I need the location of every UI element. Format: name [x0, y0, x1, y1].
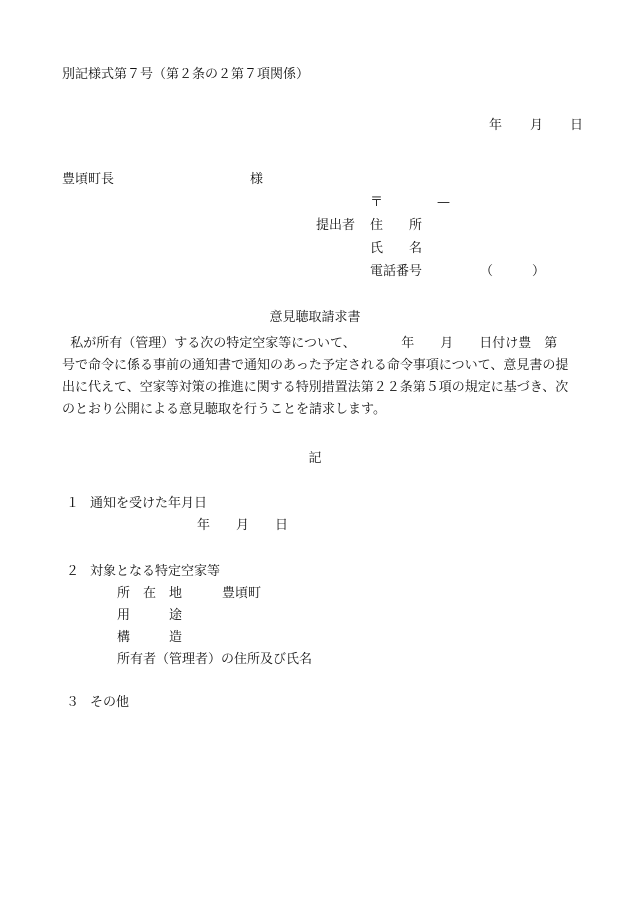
- addressee-honorific: 様: [250, 172, 264, 187]
- form-reference: 別記様式第７号（第２条の２第７項関係）: [62, 67, 310, 82]
- phone-paren: （ ）: [480, 264, 546, 279]
- document-title: 意見聴取請求書: [269, 310, 361, 325]
- body-text-1: 私が所有（管理）する次の特定空家等について、 年 月 日付け豊 第: [70, 336, 558, 351]
- item2-label: 対象となる特定空家等: [90, 564, 221, 579]
- structure-label: 構 造: [117, 630, 183, 645]
- item2-number: ２: [66, 564, 80, 579]
- location-label: 所 在 地: [117, 586, 183, 601]
- postal-dash: —: [437, 195, 450, 210]
- item1-number: １: [66, 496, 80, 511]
- date-month-label: 月: [530, 118, 544, 133]
- body-line-1: [62, 333, 557, 355]
- body-line-4: のとおり公開による意見聴取を行うことを請求します。: [62, 402, 386, 417]
- owner-label: 所有者（管理者）の住所及び氏名: [117, 652, 313, 667]
- date-year-label: 年: [489, 118, 503, 133]
- phone-label: 電話番号: [370, 264, 423, 279]
- use-label: 用 途: [117, 608, 183, 623]
- ki-heading: 記: [308, 451, 322, 466]
- address-label: 住 所: [370, 218, 423, 233]
- item3-label: その他: [90, 695, 130, 710]
- item1-date: 年 月 日: [197, 518, 289, 533]
- addressee-name: 豊頃町長: [62, 172, 115, 187]
- name-label: 氏 名: [370, 241, 423, 256]
- body-line-2: 号で命令に係る事前の通知書で通知のあった予定される命令事項について、意見書の提: [62, 358, 569, 373]
- location-value: 豊頃町: [222, 586, 262, 601]
- submitter-label: 提出者: [316, 218, 356, 233]
- item3-number: ３: [66, 695, 80, 710]
- item1-label: 通知を受けた年月日: [90, 496, 208, 511]
- date-day-label: 日: [570, 118, 584, 133]
- body-line-3: 出に代えて、空家等対策の推進に関する特別措置法第２２条第５項の規定に基づき、次: [62, 380, 569, 395]
- postal-mark: 〒: [370, 195, 384, 210]
